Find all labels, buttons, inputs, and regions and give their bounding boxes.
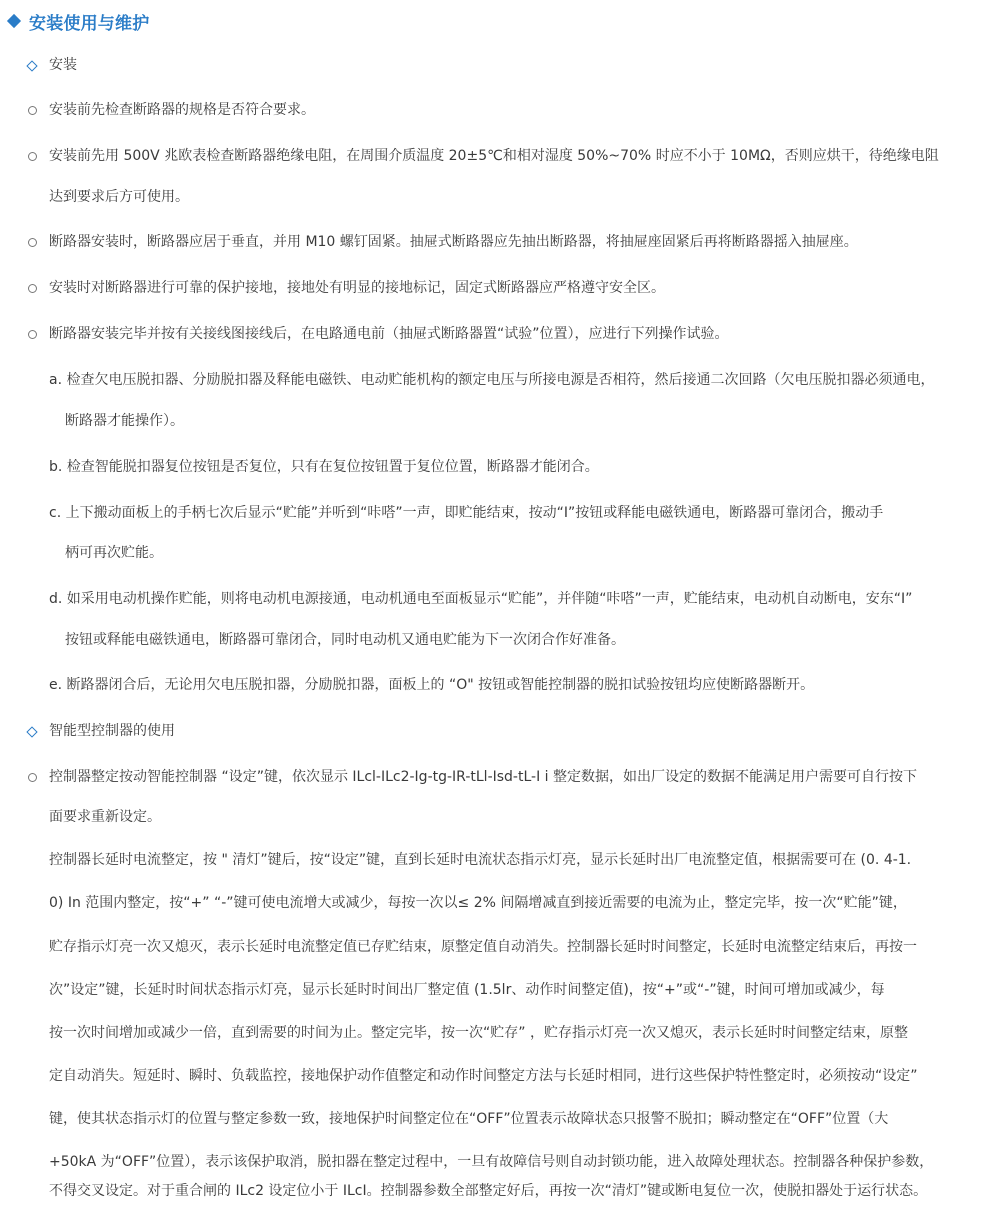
circle-bullet-icon bbox=[28, 284, 37, 293]
sub-item-text: c. 上下搬动面板上的手柄七次后显示“贮能”并听到“咔嗒”一声，即贮能结束，按动“I”按钮或释能电磁铁通电，断路器可靠闭合，搬动手 bbox=[49, 505, 884, 521]
paragraph-text: +50kA 为“OFF”位置），表示该保护取消，脱扣器在整定过程中，一旦有故障信号则自动封锁功能，进入故障处理状态。控制器各种保护参数， bbox=[49, 1154, 934, 1170]
circle-bullet-icon bbox=[28, 773, 37, 782]
list-item-text: 断路器安装完毕并按有关接线图接线后，在电路通电前（抽屉式断路器置“试验”位置），应进行下列操作试验。 bbox=[49, 326, 729, 342]
circle-bullet-icon bbox=[28, 106, 37, 115]
list-item-text: 安装前先用 500V 兆欧表检查断路器绝缘电阻，在周围介质温度 20±5℃和相对湿度 50%~70% 时应不小于 10MΩ，否则应烘干，待绝缘电阻 bbox=[49, 148, 939, 164]
paragraph-text: 控制器长延时电流整定，按 " 清灯”键后，按“设定”键，直到长延时电流状态指示灯亮，显示长延时出厂电流整定值，根据需要可在 (0. 4-1. bbox=[49, 852, 912, 868]
list-item-text: 断路器安装时，断路器应居于垂直，并用 M10 螺钉固紧。抽屉式断路器应先抽出断路器，将抽屉座固紧后再将断路器摇入抽屉座。 bbox=[49, 234, 858, 250]
sub-item-text: a. 检查欠电压脱扣器、分励脱扣器及释能电磁铁、电动贮能机构的额定电压与所接电源是否相符，然后接通二次回路（欠电压脱扣器必须通电， bbox=[49, 372, 935, 388]
paragraph-text: 不得交叉设定。对于重合闸的 ILc2 设定位小于 ILcI。控制器参数全部整定好后，再按一次“清灯”键或断电复位一次，使脱扣器处于运行状态。 bbox=[49, 1183, 928, 1199]
paragraph-text: 0) In 范围内整定，按“+” “-”键可使电流增大或减少，每按一次以≤ 2% 间隔增减直到接近需要的电流为止，整定完毕，按一次“贮能”键， bbox=[49, 895, 907, 911]
paragraph-text: 键，使其状态指示灯的位置与整定参数一致，接地保护时间整定位在“OFF”位置表示故障状态只报警不脱扣；瞬动整定在“OFF”位置（大 bbox=[49, 1111, 889, 1127]
circle-bullet-icon bbox=[28, 238, 37, 247]
section-heading bbox=[6, 6, 149, 36]
sub-item-text: 柄可再次贮能。 bbox=[65, 545, 163, 561]
diamond-outline-icon bbox=[26, 726, 37, 737]
paragraph-text: 贮存指示灯亮一次又熄灭，表示长延时电流整定值已存贮结束，原整定值自动消失。控制器长延时时间整定，长延时电流整定结束后，再按一 bbox=[49, 939, 917, 955]
list-item-text: 达到要求后方可使用。 bbox=[49, 189, 189, 205]
diamond-outline-icon bbox=[26, 60, 37, 71]
sub-item-text: e. 断路器闭合后，无论用欠电压脱扣器，分励脱扣器，面板上的 “O" 按钮或智能控制器的脱扣试验按钮均应使断路器断开。 bbox=[49, 677, 815, 693]
sub-item-text: 按钮或释能电磁铁通电，断路器可靠闭合，同时电动机又通电贮能为下一次闭合作好准备。 bbox=[65, 632, 625, 648]
circle-bullet-icon bbox=[28, 330, 37, 339]
list-item-text: 安装时对断路器进行可靠的保护接地，接地处有明显的接地标记，固定式断路器应严格遵守安全区。 bbox=[49, 280, 665, 296]
paragraph-text: 定自动消失。短延时、瞬时、负载监控，接地保护动作值整定和动作时间整定方法与长延时相同，进行这些保护特性整定时，必须按动“设定” bbox=[49, 1068, 918, 1084]
list-item-text: 安装前先检查断路器的规格是否符合要求。 bbox=[49, 102, 315, 118]
list-item-text: 面要求重新设定。 bbox=[49, 809, 161, 825]
section-heading-text: 安装使用与维护 bbox=[29, 13, 150, 34]
sub-item-text: 断路器才能操作）。 bbox=[65, 413, 184, 429]
list-item-text: 控制器整定按动智能控制器 “设定”键，依次显示 ILcl-ILc2-Ig-tg-IR-tLl-Isd-tL-I i 整定数据，如出厂设定的数据不能满足用户需要可自行按下 bbox=[49, 769, 917, 785]
subsection-label: 智能型控制器的使用 bbox=[49, 723, 175, 739]
paragraph-text: 次”设定”键，长延时时间状态指示灯亮，显示长延时时间出厂整定值 (1.5lr、动作时间整定值)，按“+”或“-”键，时间可增加或减少，每 bbox=[49, 982, 885, 998]
sub-item-text: b. 检查智能脱扣器复位按钮是否复位，只有在复位按钮置于复位位置，断路器才能闭合。 bbox=[49, 459, 599, 475]
diamond-filled-icon bbox=[7, 14, 21, 28]
paragraph-text: 按一次时间增加或减少一倍，直到需要的时间为止。整定完毕，按一次“贮存” ，贮存指示灯亮一次又熄灭，表示长延时时间整定结束，原整 bbox=[49, 1025, 908, 1041]
sub-item-text: d. 如采用电动机操作贮能，则将电动机电源接通，电动机通电至面板显示“贮能”，并伴随“咔嗒”一声，贮能结束，电动机自动断电，安东“I” bbox=[49, 591, 913, 607]
subsection-label: 安装 bbox=[49, 57, 77, 73]
circle-bullet-icon bbox=[28, 152, 37, 161]
